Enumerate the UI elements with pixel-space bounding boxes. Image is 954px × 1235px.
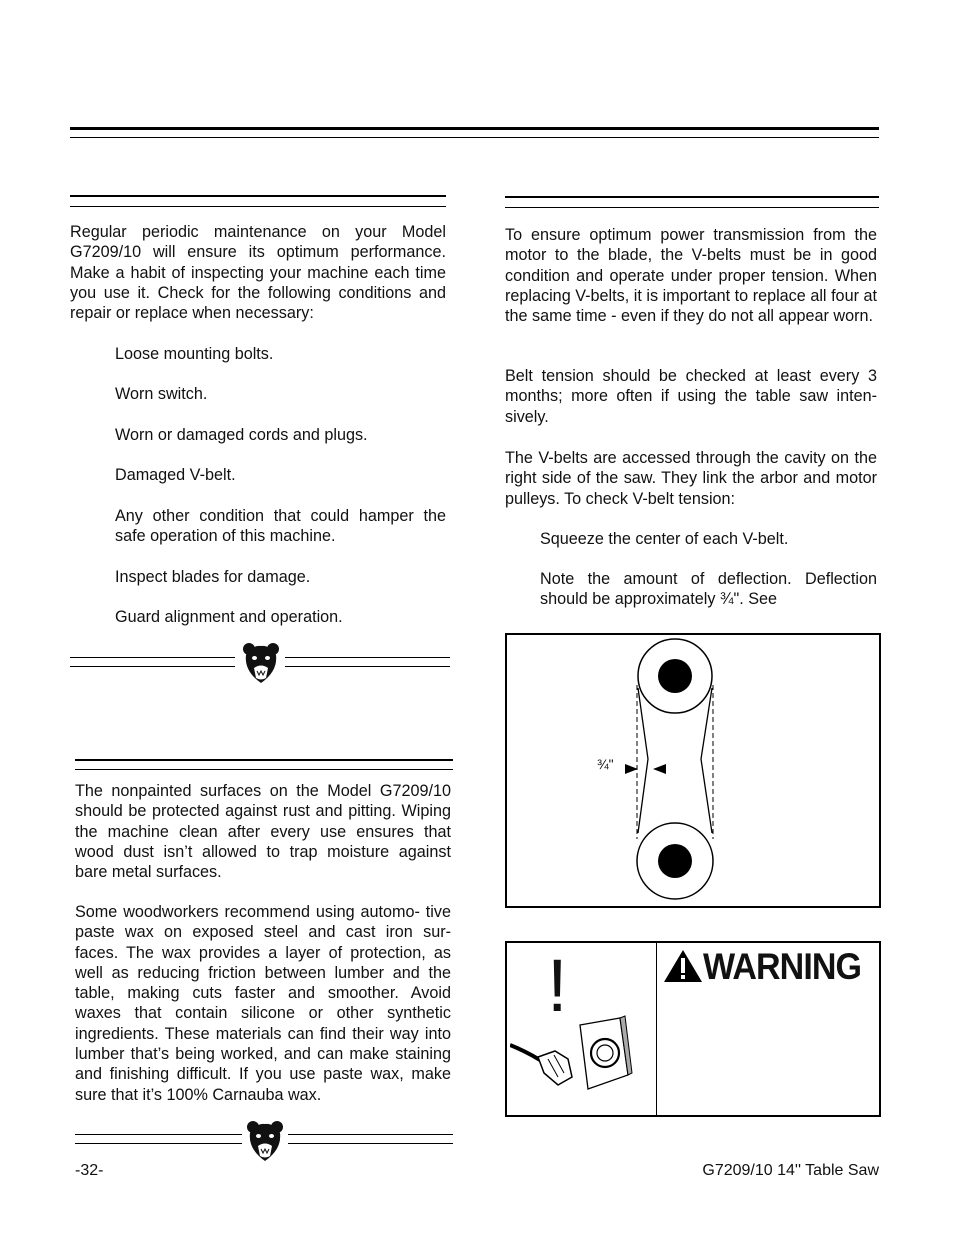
cleaning-section-rule-thin [75, 769, 453, 770]
header-rule-thin [70, 137, 879, 138]
divider-line [70, 666, 235, 667]
belt-right-edge [701, 688, 712, 833]
divider-line [288, 1143, 453, 1144]
warning-box-divider [656, 943, 657, 1115]
vbelt-paragraph-3: The V-belts are accessed through the cavity on the right side of the saw. They link the arbor and motor pulleys. To check V-belt tension: [505, 449, 877, 508]
checklist-item: Loose mounting bolts. [115, 345, 274, 363]
header-rule-thick [70, 127, 879, 130]
checklist-item: Worn or damaged cords and plugs. [115, 426, 368, 444]
plug-outlet-icon [510, 1015, 635, 1095]
vbelt-diagram [505, 633, 881, 908]
divider-line [75, 1134, 242, 1135]
maintenance-section-rule-thin [70, 206, 446, 207]
vbelt-paragraph-1: To ensure optimum power transmission from the motor to the blade, the V-belts must be in good condition and operate under proper tension. When replacing V-belts, it is important to replace all four at the same time - even if they do not all appear worn. [505, 226, 877, 326]
step-item: Note the amount of deflection. Deflection should be approximately ¾". See [540, 570, 877, 609]
arrow-left-icon [653, 764, 666, 774]
divider-line [285, 666, 450, 667]
vbelt-section-rule-thick [505, 196, 879, 198]
deflection-label: ¾" [597, 756, 614, 772]
page-number: -32- [75, 1162, 104, 1179]
vbelt-section-rule-thin [505, 207, 879, 208]
cleaning-paragraph-1: The nonpainted surfaces on the Model G7209/10 should be protected against rust and pitting. Wiping the machine clean after every use ensures that wood dust isn’t allowed to trap moisture against bare metal surfaces. [75, 782, 451, 882]
bear-logo-icon [242, 641, 280, 685]
footer-model: G7209/10 14'' Table Saw [702, 1162, 879, 1179]
checklist-item: Worn switch. [115, 385, 208, 403]
checklist-item: Guard alignment and operation. [115, 608, 343, 626]
cleaning-section-rule-thick [75, 759, 453, 761]
divider-line [288, 1134, 453, 1135]
bear-logo-icon [246, 1119, 284, 1163]
warning-triangle-icon [663, 949, 703, 983]
checklist-item: Inspect blades for damage. [115, 568, 311, 586]
warning-heading: WARNING [703, 946, 862, 987]
maintenance-intro: Regular periodic maintenance on your Model G7209/10 will ensure its optimum performance. Make a habit of inspecting your machine each time you use it. Check for the following conditions and repair or replace when necessary: [70, 223, 446, 323]
step-item: Squeeze the center of each V-belt. [540, 530, 789, 548]
vbelt-paragraph-2: Belt tension should be checked at least every 3 months; more often if using the table saw inten- sively. [505, 367, 877, 426]
belt-left-edge [638, 688, 648, 833]
arrow-right-icon [625, 764, 638, 774]
divider-line [285, 657, 450, 658]
divider-line [70, 657, 235, 658]
warning-exclamation-mark: ! [547, 944, 568, 1027]
maintenance-section-rule-thick [70, 195, 446, 197]
checklist-item: Damaged V-belt. [115, 466, 236, 484]
checklist-item: Any other condition that could hamper the safe operation of this machine. [115, 507, 446, 546]
divider-line [75, 1143, 242, 1144]
cleaning-paragraph-2: Some woodworkers recommend using automo- tive paste wax on exposed steel and cast iron sur- faces. The wax provides a layer of protection, as well as reducing friction between lumber and the table, making cuts faster and smoother. Avoid waxes that contain silicone or other synthetic ingredients. These materials can find their way into lumber that’s being worked, and can make staining and finishing difficult. If you use paste wax, make sure that it’s 100% Carnauba wax. [75, 903, 451, 1104]
